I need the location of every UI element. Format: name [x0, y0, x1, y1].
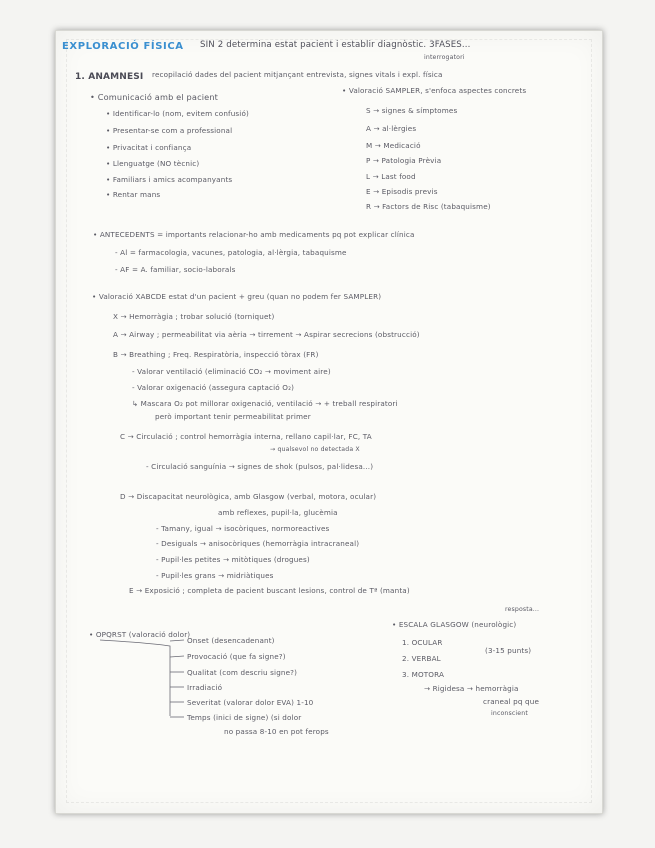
xabcde-d-item: - Desiguals → anisocòriques (hemorràgia intracraneal): [156, 539, 360, 548]
xabcde-b-item: - Valorar ventilació (eliminació CO₂ → moviment aire): [132, 367, 331, 376]
sampler-item: R → Factors de Risc (tabaquisme): [366, 202, 491, 211]
xabcde-c: C → Circulació ; control hemorràgia interna, rellano capil·lar, FC, TA: [120, 432, 372, 441]
xabcde-d-item: - Tamany, igual → isocòriques, normoreactives: [156, 524, 330, 533]
sampler-item: A → al·lèrgies: [366, 124, 417, 133]
opqrst-item: Irradiació: [187, 683, 223, 692]
sampler-item: S → signes & símptomes: [366, 106, 458, 115]
glasgow-motor-note: inconscient: [491, 710, 528, 717]
communication-item: • Rentar mans: [106, 190, 161, 199]
communication-item: • Familiars i amics acompanyants: [106, 175, 233, 184]
sampler-item: P → Patologia Prèvia: [366, 156, 442, 165]
xabcde-b: B → Breathing ; Freq. Respiratòria, inspecció tòrax (FR): [113, 350, 319, 359]
xabcde-d: D → Discapacitat neurològica, amb Glasgow (verbal, motora, ocular): [120, 492, 377, 501]
glasgow-response-note: resposta...: [505, 606, 540, 613]
interrogation-note: interrogatori: [424, 54, 465, 61]
glasgow-item: 3. MOTORA: [402, 670, 445, 679]
glasgow-item: 1. OCULAR: [402, 638, 443, 647]
antecedents-al: - Al = farmacologia, vacunes, patologia, al·lèrgia, tabaquisme: [115, 248, 347, 257]
page-subtitle: SIN 2 determina estat pacient i establir diagnòstic. 3FASES...: [200, 40, 471, 50]
xabcde-b-note: ↳ Mascara O₂ pot millorar oxigenació, ventilació → + treball respiratori: [132, 399, 398, 408]
communication-item: • Privacitat i confiança: [106, 143, 192, 152]
opqrst-item: Temps (inici de signe) (si dolor: [187, 713, 302, 722]
xabcde-a: A → Airway ; permeabilitat via aèria → tirrement → Aspirar secrecions (obstrucció): [113, 330, 420, 339]
antecedents-title: • ANTECEDENTS = importants relacionar-ho amb medicaments pq pot explicar clínica: [93, 230, 415, 239]
communication-item: • Identificar-lo (nom, evitem confusió): [106, 109, 249, 118]
xabcde-x: X → Hemorràgia ; trobar solució (torniquet): [113, 312, 275, 321]
sampler-title: • Valoració SAMPLER, s'enfoca aspectes concrets: [342, 86, 527, 95]
anamnesi-description: recopilació dades del pacient mitjançant entrevista, signes vitals i expl. física: [152, 70, 443, 79]
xabcde-d-item: - Pupil·les grans → midriàtiques: [156, 571, 274, 580]
communication-item: • Llenguatge (NO tècnic): [106, 159, 200, 168]
anamnesi-heading: 1. ANAMNESI: [75, 72, 144, 82]
communication-item: • Presentar-se com a professional: [106, 126, 233, 135]
xabcde-c-note: → qualsevol no detectada X: [270, 446, 360, 453]
opqrst-item: Severitat (valorar dolor EVA) 1-10: [187, 698, 314, 707]
opqrst-item: Onset (desencadenant): [187, 636, 275, 645]
glasgow-motor-note: → Rigidesa → hemorràgia: [424, 684, 519, 693]
glasgow-item: 2. VERBAL: [402, 654, 441, 663]
opqrst-item: Qualitat (com descriu signe?): [187, 668, 298, 677]
antecedents-af: - AF = A. familiar, socio-laborals: [115, 265, 236, 274]
sampler-item: E → Episodis previs: [366, 187, 438, 196]
page-title: EXPLORACIÓ FÍSICA: [62, 41, 184, 52]
opqrst-title: • OPQRST (valoració dolor): [89, 630, 191, 639]
glasgow-range: (3-15 punts): [485, 646, 532, 655]
glasgow-title: • ESCALA GLASGOW (neurològic): [392, 620, 517, 629]
xabcde-b-note: però important tenir permeabilitat primer: [155, 412, 311, 421]
xabcde-d-cont: amb reflexes, pupil·la, glucèmia: [218, 508, 338, 517]
opqrst-item: Provocació (que fa signe?): [187, 652, 286, 661]
opqrst-time-note: no passa 8-10 en pot ferops: [224, 727, 329, 736]
xabcde-e: E → Exposició ; completa de pacient buscant lesions, control de Tª (manta): [129, 586, 410, 595]
glasgow-motor-note: craneal pq que: [483, 697, 540, 706]
xabcde-title: • Valoració XABCDE estat d'un pacient + greu (quan no podem fer SAMPLER): [92, 292, 382, 301]
communication-title: • Comunicació amb el pacient: [90, 92, 219, 102]
xabcde-c-item: - Circulació sanguínia → signes de shok (pulsos, pal·lidesa...): [146, 462, 374, 471]
xabcde-b-item: - Valorar oxigenació (assegura captació O₂): [132, 383, 295, 392]
sampler-item: L → Last food: [366, 172, 416, 181]
sampler-item: M → Medicació: [366, 141, 421, 150]
xabcde-d-item: - Pupil·les petites → mitòtiques (drogues): [156, 555, 310, 564]
